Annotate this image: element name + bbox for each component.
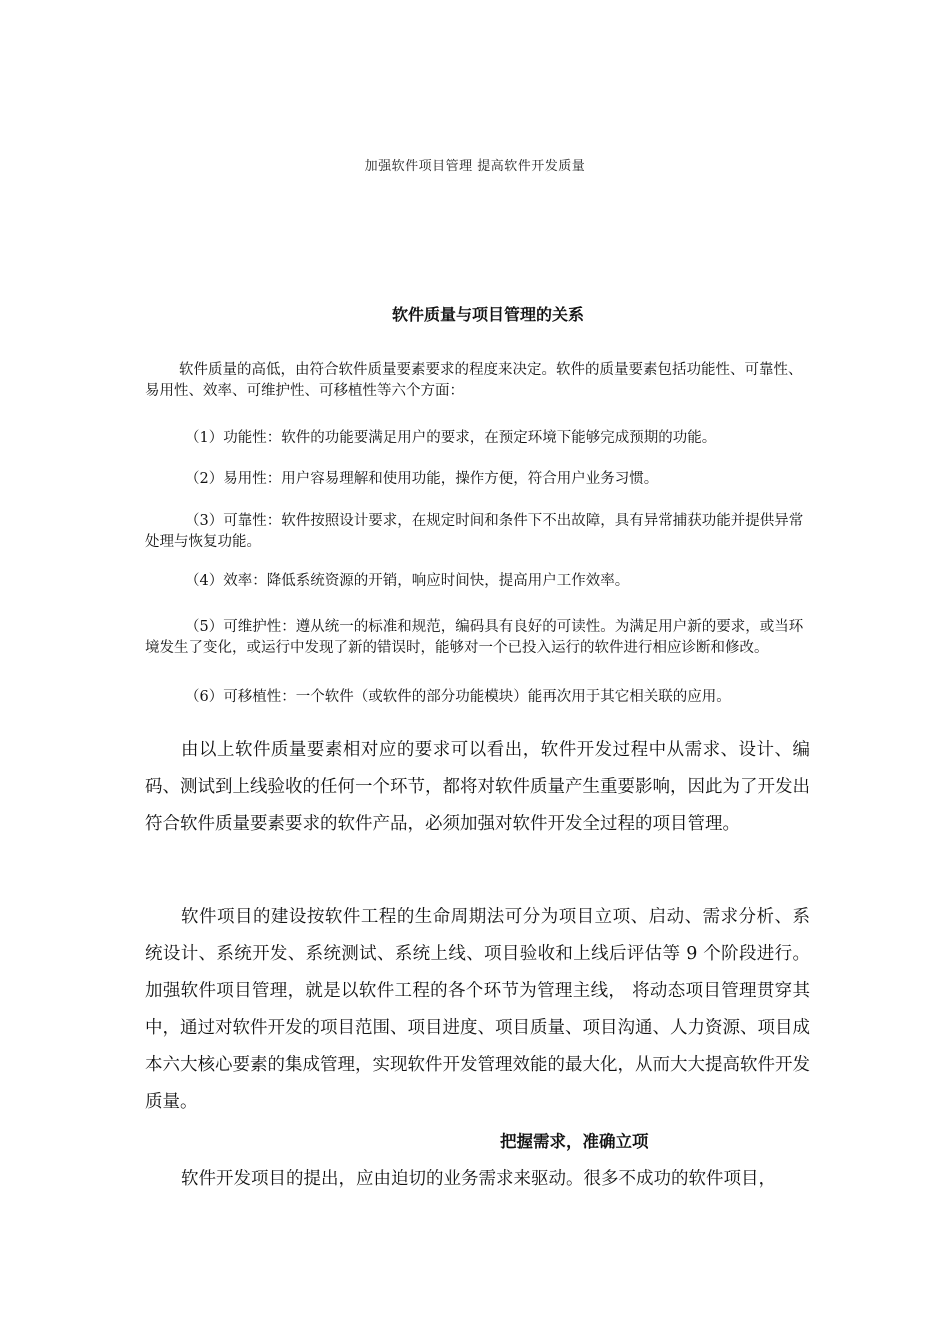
subsection-title: 把握需求，准确立项	[500, 1132, 649, 1151]
section-title: 软件质量与项目管理的关系	[391, 305, 584, 324]
intro-paragraph: 软件质量的高低，由符合软件质量要素要求的程度来决定。软件的质量要素包括功能性、可靠性、易用性、效率、可维护性、可移植性等六个方面：	[145, 362, 803, 399]
body-paragraph: 由以上软件质量要素相对应的要求可以看出，软件开发过程中从需求、设计、编码、测试到上线验收的任何一个环节，都将对软件质量产生重要影响，因此为了开发出符合软件质量要素要求的软件产品，必须加强对软件开发全过程的项目管理。	[145, 740, 810, 834]
quality-item-usability: （2）易用性：用户容易理解和使用功能，操作方便，符合用户业务习惯。	[185, 471, 659, 487]
body-paragraph: 软件开发项目的提出，应由迫切的业务需求来驱动。很多不成功的软件项目，	[181, 1169, 776, 1189]
quality-item-functionality: （1）功能性：软件的功能要满足用户的要求，在预定环境下能够完成预期的功能。	[185, 430, 717, 446]
quality-item-efficiency: （4）效率：降低系统资源的开销，响应时间快，提高用户工作效率。	[185, 573, 630, 589]
body-paragraph: 软件项目的建设按软件工程的生命周期法可分为项目立项、启动、需求分析、系统设计、系统开发、系统测试、系统上线、项目验收和上线后评估等 9 个阶段进行。加强软件项目管理，就是以软件工程的各个环节为管理主线， 将动态项目管理贯穿其中，通过对软件开发的项目范围、项目进度、项目质量、项目沟通、人力资源、项目成本六大核心要素的集成管理，实现软件开发管理效能的最大化，从而大大提高软件开发质量。	[145, 907, 810, 1112]
page-header: 加强软件项目管理 提高软件开发质量	[364, 159, 586, 174]
quality-item-reliability: （3）可靠性：软件按照设计要求，在规定时间和条件下不出故障，具有异常捕获功能并提供异常处理与恢复功能。	[145, 513, 804, 550]
quality-item-portability: （6）可移植性：一个软件（或软件的部分功能模块）能再次用于其它相关联的应用。	[185, 689, 731, 705]
quality-item-maintainability: （5）可维护性：遵从统一的标准和规范，编码具有良好的可读性。为满足用户新的要求，或当环境发生了变化，或运行中发现了新的错误时，能够对一个已投入运行的软件进行相应诊断和修改。	[145, 619, 804, 656]
